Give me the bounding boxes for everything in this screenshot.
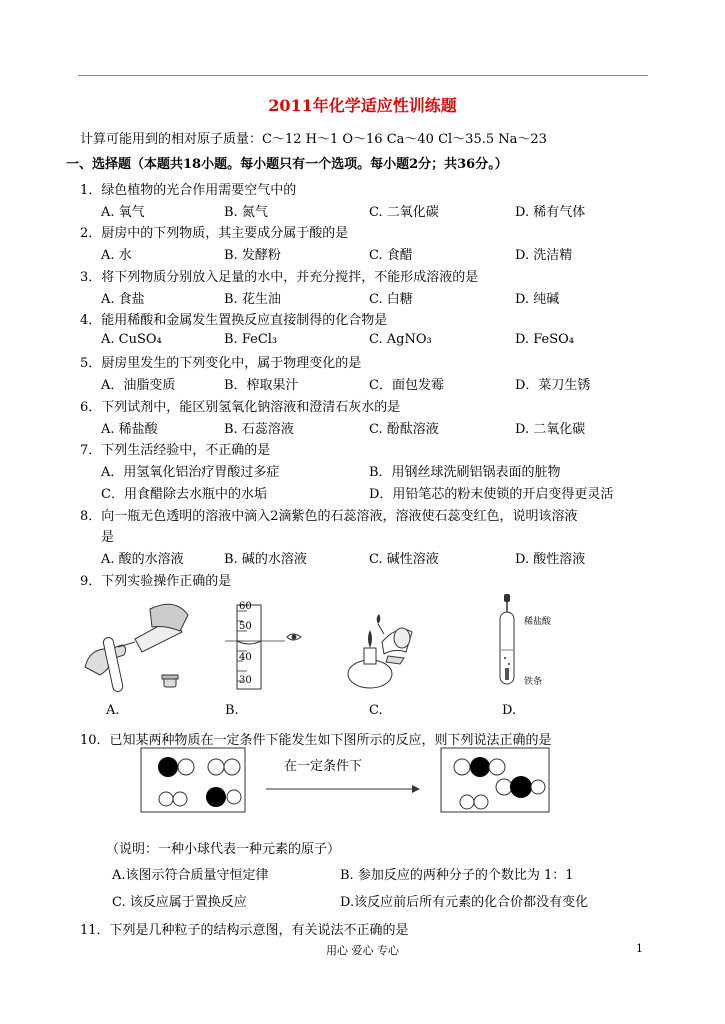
option-10b: B. 参加反应的两种分子的个数比为 1：1: [340, 868, 574, 883]
cylinder-tick-40: 40: [239, 652, 252, 663]
option-10a: A.该图示符合质量守恒定律: [112, 868, 269, 883]
option-5c: C．面包发霉: [369, 378, 444, 393]
option-8b: B. 碱的水溶液: [224, 552, 307, 567]
question-stem-10: 10．已知某两种物质在一定条件下能发生如下图所示的反应，则下列说法正确的是: [80, 733, 552, 748]
option-9c: C.: [369, 703, 383, 718]
option-10c: C. 该反应属于置换反应: [112, 895, 247, 910]
cylinder-tick-50: 50: [239, 621, 252, 632]
option-6a: A. 稀盐酸: [101, 422, 158, 437]
option-3a: A. 食盐: [101, 292, 145, 307]
option-6c: C. 酚酞溶液: [369, 422, 439, 437]
question-stem-11: 11．下列是几种粒子的结构示意图，有关说法不正确的是: [80, 923, 409, 938]
page-number: 1: [636, 942, 643, 955]
option-4c: C. AgNO₃: [369, 332, 432, 347]
option-4a: A. CuSO₄: [101, 332, 162, 347]
option-10d: D.该反应前后所有元素的化合价都没有变化: [340, 895, 589, 910]
figure-test-tube: [490, 594, 552, 694]
section-heading: 一、选择题（本题共18小题。每小题只有一个选项。每小题2分；共36分。）: [66, 157, 508, 172]
option-8d: D. 酸性溶液: [515, 552, 586, 567]
option-1b: B. 氮气: [224, 205, 268, 220]
option-7a: A．用氢氧化铝治疗胃酸过多症: [101, 465, 280, 480]
option-2b: B. 发酵粉: [224, 248, 281, 263]
option-5a: A．油脂变质: [101, 378, 176, 393]
option-6b: B. 石蕊溶液: [224, 422, 294, 437]
option-8a: A. 酸的水溶液: [101, 552, 184, 567]
option-9d: D.: [502, 703, 517, 718]
atomic-masses: 计算可能用到的相对原子质量：C～12 H～1 O～16 Ca～40 Cl～35.5 Na～23: [80, 132, 547, 147]
option-3d: D. 纯碱: [515, 292, 560, 307]
figure-alcohol-lamp: [340, 612, 430, 692]
page-title: 2011年化学适应性训练题: [268, 96, 457, 115]
option-7b: B．用钢丝球洗刷铝锅表面的脏物: [369, 465, 561, 480]
cylinder-tick-60: 60: [239, 601, 252, 612]
header-rule: [78, 75, 648, 76]
option-5b: B．榨取果汁: [224, 378, 299, 393]
question-stem-2: 2．厨房中的下列物质，其主要成分属于酸的是: [80, 226, 349, 241]
reaction-condition: 在一定条件下: [284, 759, 363, 774]
option-5d: D．菜刀生锈: [515, 378, 591, 393]
option-8c: C. 碱性溶液: [369, 552, 439, 567]
option-4d: D. FeSO₄: [515, 332, 575, 347]
label-dilute-hcl: 稀盐酸: [524, 617, 552, 627]
option-1a: A. 氧气: [101, 205, 145, 220]
option-9b: B.: [225, 703, 239, 718]
figure-pouring-liquid: [80, 597, 200, 697]
figure-note: （说明：一种小球代表一种元素的原子）: [106, 842, 341, 857]
figure-reaction-diagram: [140, 747, 560, 815]
option-7c: C．用食醋除去水瓶中的水垢: [101, 487, 267, 502]
question-stem-8: 8．向一瓶无色透明的溶液中滴入2滴紫色的石蕊溶液，溶液使石蕊变红色，说明该溶液: [80, 509, 578, 524]
option-4b: B. FeCl₃: [224, 332, 278, 347]
question-stem-3: 3．将下列物质分别放入足量的水中，并充分搅拌，不能形成溶液的是: [80, 270, 479, 285]
option-2a: A. 水: [101, 248, 132, 263]
question-stem-6: 6．下列试剂中，能区别氢氧化钠溶液和澄清石灰水的是: [80, 400, 401, 415]
figure-graduated-cylinder: [225, 597, 315, 692]
question-stem-9: 9．下列实验操作正确的是: [80, 574, 232, 589]
option-3b: B. 花生油: [224, 292, 281, 307]
option-7d: D．用铅笔芯的粉末使锁的开启变得更灵活: [369, 487, 614, 502]
question-stem-1: 1．绿色植物的光合作用需要空气中的: [80, 183, 297, 198]
option-6d: D. 二氧化碳: [515, 422, 586, 437]
question-stem-8-cont: 是: [101, 530, 115, 545]
option-2c: C. 食醋: [369, 248, 413, 263]
option-3c: C. 白糖: [369, 292, 413, 307]
cylinder-tick-30: 30: [239, 675, 252, 686]
question-stem-7: 7．下列生活经验中，不正确的是: [80, 443, 271, 458]
option-9a: A.: [106, 703, 120, 718]
option-1d: D. 稀有气体: [515, 205, 586, 220]
option-2d: D. 洗洁精: [515, 248, 573, 263]
question-stem-5: 5．厨房里发生的下列变化中，属于物理变化的是: [80, 356, 362, 371]
label-iron-strip: 铁条: [524, 677, 543, 687]
option-1c: C. 二氧化碳: [369, 205, 439, 220]
footer-motto: 用心 爱心 专心: [326, 944, 399, 957]
question-stem-4: 4．能用稀酸和金属发生置换反应直接制得的化合物是: [80, 313, 388, 328]
